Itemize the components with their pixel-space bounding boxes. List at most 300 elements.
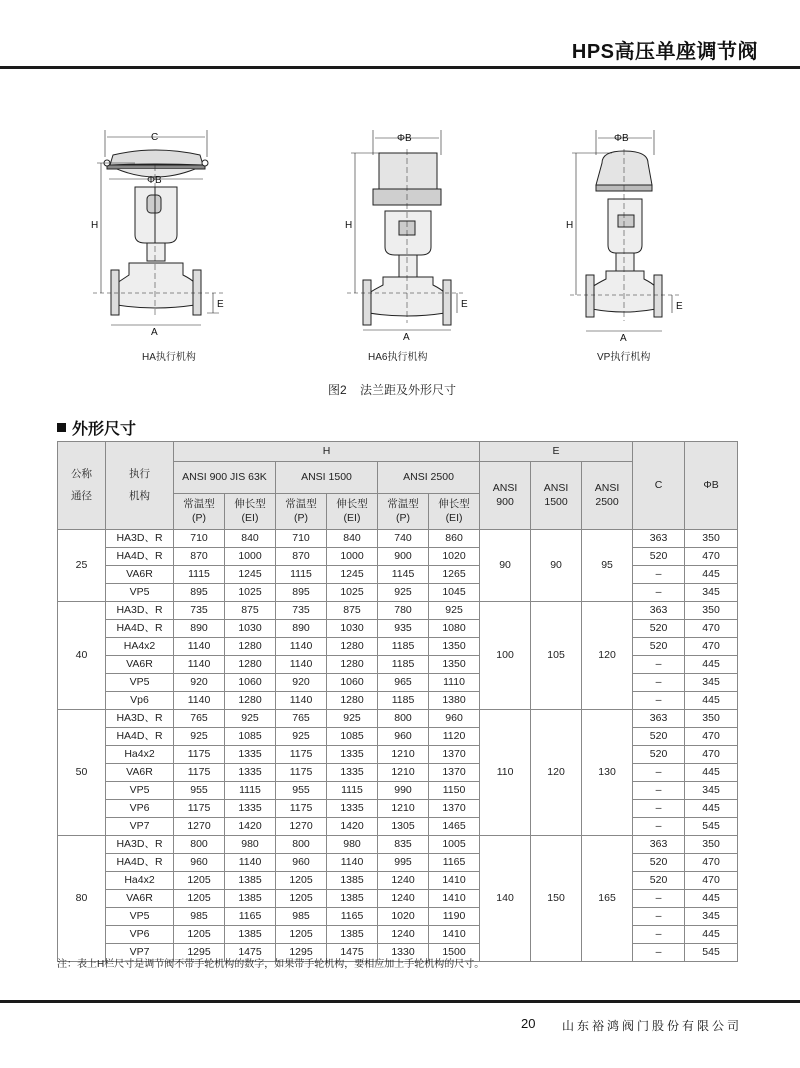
header-e-ansi2500: [582, 462, 633, 530]
cell-c-value: –: [633, 908, 685, 926]
cell-h-value: 1210: [378, 800, 429, 818]
cell-h-value: 1025: [327, 584, 378, 602]
cell-h-value: 1410: [429, 890, 480, 908]
cell-e-value: 90: [531, 530, 582, 602]
page-number: 20: [521, 1016, 536, 1031]
dim-label-e: E: [676, 301, 683, 312]
cell-h-value: 1185: [378, 692, 429, 710]
cell-h-value: 1140: [276, 656, 327, 674]
cell-phib-value: 470: [685, 728, 738, 746]
cell-c-value: –: [633, 944, 685, 962]
cell-h-value: 960: [174, 854, 225, 872]
cell-h-value: 1305: [378, 818, 429, 836]
cell-h-value: 710: [276, 530, 327, 548]
cell-h-value: 1280: [327, 692, 378, 710]
figure-caption: 图2 法兰距及外形尺寸: [328, 383, 457, 397]
cell-c-value: –: [633, 764, 685, 782]
header-text: 常温型: [387, 498, 419, 511]
dim-label-h: H: [345, 220, 353, 231]
cell-h-value: 1115: [174, 566, 225, 584]
cell-actuator: Ha4x2: [106, 746, 174, 764]
cell-h-value: 870: [174, 548, 225, 566]
header-text: 1500: [544, 495, 568, 508]
cell-c-value: –: [633, 782, 685, 800]
cell-h-value: 1380: [429, 692, 480, 710]
cell-c-value: –: [633, 890, 685, 908]
cell-h-value: 1370: [429, 800, 480, 818]
cell-h-value: 920: [174, 674, 225, 692]
dim-label-a: A: [403, 332, 410, 343]
cell-h-value: 1140: [174, 692, 225, 710]
cell-phib-value: 350: [685, 836, 738, 854]
cell-h-value: 990: [378, 782, 429, 800]
cell-phib-value: 470: [685, 872, 738, 890]
cell-actuator: VP7: [106, 944, 174, 962]
cell-c-value: 520: [633, 872, 685, 890]
cell-c-value: –: [633, 674, 685, 692]
header-h-sub: [429, 494, 480, 530]
cell-h-value: 925: [174, 728, 225, 746]
cell-h-value: 985: [276, 908, 327, 926]
cell-nominal-diameter: 80: [58, 836, 106, 962]
header-h-ansi1500: ANSI 1500: [276, 462, 378, 494]
cell-h-value: 710: [174, 530, 225, 548]
cell-h-value: 1085: [327, 728, 378, 746]
dim-label-a: A: [620, 333, 627, 344]
cell-nominal-diameter: 50: [58, 710, 106, 836]
cell-phib-value: 445: [685, 764, 738, 782]
cell-h-value: 1175: [174, 746, 225, 764]
table-row: [58, 908, 738, 926]
cell-h-value: 840: [225, 530, 276, 548]
cell-e-value: 105: [531, 602, 582, 710]
cell-e-value: 120: [582, 602, 633, 710]
cell-actuator: VA6R: [106, 890, 174, 908]
cell-actuator: Vp6: [106, 692, 174, 710]
cell-phib-value: 445: [685, 890, 738, 908]
cell-c-value: 520: [633, 746, 685, 764]
cell-actuator: VP6: [106, 926, 174, 944]
cell-h-value: 835: [378, 836, 429, 854]
cell-h-value: 1385: [327, 926, 378, 944]
header-text: ANSI: [594, 482, 620, 495]
cell-h-value: 1165: [225, 908, 276, 926]
dim-label-phib: ΦB: [147, 175, 162, 186]
cell-h-value: 1295: [174, 944, 225, 962]
cell-h-value: 1205: [276, 872, 327, 890]
header-text: 常温型: [183, 498, 215, 511]
cell-h-value: 1115: [276, 566, 327, 584]
cell-e-value: 100: [480, 602, 531, 710]
table-row: [58, 836, 738, 854]
cell-h-value: 1210: [378, 746, 429, 764]
dim-label-a: A: [151, 327, 158, 338]
cell-h-value: 955: [276, 782, 327, 800]
cell-h-value: 1330: [378, 944, 429, 962]
cell-h-value: 740: [378, 530, 429, 548]
cell-h-value: 1165: [429, 854, 480, 872]
cell-h-value: 1005: [429, 836, 480, 854]
header-text: 执行: [129, 468, 150, 481]
cell-phib-value: 470: [685, 638, 738, 656]
cell-h-value: 920: [276, 674, 327, 692]
cell-actuator: HA4D、R: [106, 728, 174, 746]
cell-h-value: 1475: [225, 944, 276, 962]
cell-h-value: 1140: [174, 656, 225, 674]
cell-h-value: 1335: [225, 746, 276, 764]
square-bullet-icon: [57, 423, 66, 432]
cell-phib-value: 545: [685, 944, 738, 962]
cell-h-value: 1175: [276, 800, 327, 818]
cell-c-value: 520: [633, 728, 685, 746]
cell-h-value: 995: [378, 854, 429, 872]
cell-h-value: 1265: [429, 566, 480, 584]
header-rule: [0, 66, 800, 69]
cell-phib-value: 470: [685, 548, 738, 566]
cell-actuator: VP5: [106, 674, 174, 692]
cell-h-value: 1085: [225, 728, 276, 746]
header-h-sub: [225, 494, 276, 530]
cell-h-value: 1120: [429, 728, 480, 746]
cell-h-value: 780: [378, 602, 429, 620]
cell-phib-value: 545: [685, 818, 738, 836]
footer-rule: [0, 1000, 800, 1003]
cell-c-value: –: [633, 818, 685, 836]
cell-e-value: 130: [582, 710, 633, 836]
cell-phib-value: 445: [685, 566, 738, 584]
cell-phib-value: 445: [685, 656, 738, 674]
header-text: 常温型: [285, 498, 317, 511]
cell-phib-value: 470: [685, 854, 738, 872]
cell-phib-value: 445: [685, 800, 738, 818]
table-row: [58, 602, 738, 620]
cell-actuator: VA6R: [106, 764, 174, 782]
table-row: [58, 638, 738, 656]
cell-actuator: HA4x2: [106, 638, 174, 656]
cell-h-value: 870: [276, 548, 327, 566]
cell-h-value: 1420: [225, 818, 276, 836]
cell-h-value: 1205: [174, 926, 225, 944]
cell-h-value: 1140: [327, 854, 378, 872]
cell-h-value: 1385: [225, 926, 276, 944]
dim-label-phib: ΦB: [397, 133, 412, 144]
cell-actuator: VA6R: [106, 656, 174, 674]
cell-c-value: 520: [633, 620, 685, 638]
cell-e-value: 120: [531, 710, 582, 836]
cell-e-value: 95: [582, 530, 633, 602]
dim-label-phib: ΦB: [614, 133, 629, 144]
cell-h-value: 875: [225, 602, 276, 620]
figure-caption-ha6: HA6执行机构: [368, 352, 428, 363]
cell-actuator: HA4D、R: [106, 854, 174, 872]
cell-h-value: 1280: [327, 638, 378, 656]
cell-h-value: 890: [174, 620, 225, 638]
dim-label-c: C: [151, 132, 159, 143]
cell-h-value: 1175: [174, 764, 225, 782]
cell-h-value: 1190: [429, 908, 480, 926]
cell-h-value: 1205: [174, 890, 225, 908]
header-h-sub: [276, 494, 327, 530]
company-name: 山东裕鸿阀门股份有限公司: [562, 1019, 743, 1033]
table-row: [58, 674, 738, 692]
cell-h-value: 1205: [174, 872, 225, 890]
cell-phib-value: 470: [685, 620, 738, 638]
header-e-ansi1500: [531, 462, 582, 530]
cell-h-value: 1245: [225, 566, 276, 584]
cell-h-value: 1210: [378, 764, 429, 782]
header-actuator: [106, 442, 174, 530]
cell-actuator: HA3D、R: [106, 836, 174, 854]
header-text: 公称: [71, 468, 92, 481]
header-h-sub: [327, 494, 378, 530]
dimensions-table: [57, 441, 738, 962]
cell-h-value: 875: [327, 602, 378, 620]
table-row: [58, 926, 738, 944]
cell-h-value: 1175: [174, 800, 225, 818]
cell-h-value: 1175: [276, 746, 327, 764]
table-row: [58, 692, 738, 710]
cell-h-value: 1385: [225, 890, 276, 908]
table-row: [58, 566, 738, 584]
cell-h-value: 1270: [174, 818, 225, 836]
cell-c-value: 520: [633, 638, 685, 656]
table-row: [58, 782, 738, 800]
header-h-sub: [174, 494, 225, 530]
cell-h-value: 925: [429, 602, 480, 620]
cell-h-value: 800: [378, 710, 429, 728]
cell-actuator: VP5: [106, 908, 174, 926]
cell-h-value: 1115: [225, 782, 276, 800]
cell-h-value: 1475: [327, 944, 378, 962]
cell-h-value: 1245: [327, 566, 378, 584]
cell-h-value: 1115: [327, 782, 378, 800]
cell-h-value: 1420: [327, 818, 378, 836]
header-text: 900: [496, 495, 514, 508]
table-row: [58, 818, 738, 836]
cell-c-value: –: [633, 800, 685, 818]
cell-h-value: 1280: [225, 692, 276, 710]
cell-h-value: 800: [174, 836, 225, 854]
table-row: [58, 710, 738, 728]
figure-caption-vp: VP执行机构: [597, 352, 651, 363]
cell-h-value: 955: [174, 782, 225, 800]
cell-h-value: 925: [378, 584, 429, 602]
cell-h-value: 935: [378, 620, 429, 638]
cell-e-value: 140: [480, 836, 531, 962]
cell-actuator: VP5: [106, 782, 174, 800]
table-row: [58, 746, 738, 764]
cell-h-value: 1110: [429, 674, 480, 692]
cell-phib-value: 345: [685, 674, 738, 692]
header-text: (EI): [343, 511, 361, 524]
header-h-ansi900: ANSI 900 JIS 63K: [174, 462, 276, 494]
cell-actuator: HA3D、R: [106, 602, 174, 620]
cell-h-value: 1145: [378, 566, 429, 584]
cell-h-value: 890: [276, 620, 327, 638]
header-text: 伸长型: [336, 498, 368, 511]
cell-actuator: VA6R: [106, 566, 174, 584]
cell-phib-value: 345: [685, 584, 738, 602]
cell-h-value: 960: [429, 710, 480, 728]
cell-h-value: 1140: [174, 638, 225, 656]
header-text: 伸长型: [438, 498, 470, 511]
cell-h-value: 735: [174, 602, 225, 620]
cell-h-value: 1335: [327, 764, 378, 782]
cell-h-value: 1350: [429, 656, 480, 674]
header-text: (P): [294, 511, 308, 524]
cell-h-value: 960: [276, 854, 327, 872]
table-row: [58, 764, 738, 782]
cell-h-value: 1350: [429, 638, 480, 656]
cell-h-value: 1025: [225, 584, 276, 602]
cell-h-value: 1020: [429, 548, 480, 566]
cell-h-value: 1020: [378, 908, 429, 926]
cell-h-value: 925: [225, 710, 276, 728]
cell-c-value: –: [633, 566, 685, 584]
cell-c-value: 520: [633, 548, 685, 566]
cell-c-value: –: [633, 656, 685, 674]
cell-h-value: 1140: [276, 692, 327, 710]
cell-h-value: 900: [378, 548, 429, 566]
cell-e-value: 90: [480, 530, 531, 602]
page-header-title: HPS高压单座调节阀: [571, 41, 758, 63]
cell-actuator: Ha4x2: [106, 872, 174, 890]
cell-h-value: 1410: [429, 926, 480, 944]
cell-actuator: HA3D、R: [106, 710, 174, 728]
cell-h-value: 1385: [327, 890, 378, 908]
figure-ha6-actuator: [345, 125, 485, 350]
cell-h-value: 960: [378, 728, 429, 746]
header-h: H: [174, 442, 480, 462]
cell-phib-value: 445: [685, 926, 738, 944]
header-h-sub: [378, 494, 429, 530]
cell-h-value: 1335: [225, 764, 276, 782]
cell-h-value: 925: [327, 710, 378, 728]
header-text: 伸长型: [234, 498, 266, 511]
cell-phib-value: 350: [685, 530, 738, 548]
cell-e-value: 110: [480, 710, 531, 836]
cell-actuator: VP7: [106, 818, 174, 836]
cell-h-value: 1150: [429, 782, 480, 800]
cell-h-value: 1385: [327, 872, 378, 890]
cell-h-value: 1000: [225, 548, 276, 566]
cell-h-value: 1240: [378, 926, 429, 944]
cell-c-value: 363: [633, 836, 685, 854]
cell-h-value: 1140: [225, 854, 276, 872]
cell-h-value: 1175: [276, 764, 327, 782]
cell-h-value: 765: [174, 710, 225, 728]
cell-h-value: 1030: [327, 620, 378, 638]
cell-actuator: HA4D、R: [106, 620, 174, 638]
cell-h-value: 925: [276, 728, 327, 746]
header-text: (P): [396, 511, 410, 524]
cell-h-value: 895: [174, 584, 225, 602]
cell-h-value: 1270: [276, 818, 327, 836]
cell-nominal-diameter: 40: [58, 602, 106, 710]
figure-caption-ha: HA执行机构: [142, 352, 196, 363]
cell-h-value: 1185: [378, 656, 429, 674]
cell-h-value: 1465: [429, 818, 480, 836]
figure-vp-actuator: [566, 125, 702, 350]
header-c: C: [633, 442, 685, 530]
cell-h-value: 1370: [429, 764, 480, 782]
table-row: [58, 854, 738, 872]
section-title: [57, 416, 136, 439]
cell-h-value: 1060: [327, 674, 378, 692]
cell-h-value: 860: [429, 530, 480, 548]
header-text: ANSI: [543, 482, 569, 495]
cell-actuator: VP5: [106, 584, 174, 602]
cell-h-value: 1500: [429, 944, 480, 962]
header-text: 通径: [71, 489, 92, 502]
cell-c-value: –: [633, 584, 685, 602]
header-nominal-diameter: [58, 442, 106, 530]
dim-label-e: E: [461, 299, 468, 310]
cell-h-value: 1295: [276, 944, 327, 962]
cell-h-value: 1385: [225, 872, 276, 890]
dim-label-e: E: [217, 299, 224, 310]
table-row: [58, 656, 738, 674]
header-text: (P): [192, 511, 206, 524]
header-text: (EI): [241, 511, 259, 524]
cell-phib-value: 470: [685, 746, 738, 764]
cell-phib-value: 350: [685, 710, 738, 728]
table-row: [58, 584, 738, 602]
figure-ha-actuator: [91, 125, 285, 350]
cell-h-value: 1280: [327, 656, 378, 674]
cell-e-value: 150: [531, 836, 582, 962]
table-row: [58, 728, 738, 746]
cell-h-value: 1000: [327, 548, 378, 566]
cell-h-value: 1370: [429, 746, 480, 764]
cell-h-value: 735: [276, 602, 327, 620]
cell-c-value: –: [633, 926, 685, 944]
header-text: 机构: [129, 489, 150, 502]
table-row: [58, 890, 738, 908]
cell-h-value: 1165: [327, 908, 378, 926]
cell-h-value: 965: [378, 674, 429, 692]
header-h-ansi2500: ANSI 2500: [378, 462, 480, 494]
cell-h-value: 1205: [276, 926, 327, 944]
header-e-ansi900: [480, 462, 531, 530]
cell-actuator: VP6: [106, 800, 174, 818]
cell-h-value: 1335: [225, 800, 276, 818]
section-title-text: 外形尺寸: [72, 421, 137, 438]
header-text: (EI): [445, 511, 463, 524]
cell-actuator: HA4D、R: [106, 548, 174, 566]
cell-h-value: 1280: [225, 638, 276, 656]
cell-h-value: 765: [276, 710, 327, 728]
table-row: [58, 872, 738, 890]
dim-label-h: H: [91, 220, 99, 231]
header-text: ANSI: [492, 482, 518, 495]
cell-h-value: 1335: [327, 746, 378, 764]
cell-c-value: 520: [633, 854, 685, 872]
cell-c-value: 363: [633, 530, 685, 548]
cell-phib-value: 350: [685, 602, 738, 620]
cell-h-value: 1205: [276, 890, 327, 908]
cell-h-value: 1060: [225, 674, 276, 692]
cell-nominal-diameter: 25: [58, 530, 106, 602]
cell-c-value: 363: [633, 710, 685, 728]
cell-h-value: 1080: [429, 620, 480, 638]
header-text: 2500: [595, 495, 619, 508]
cell-h-value: 1240: [378, 872, 429, 890]
cell-e-value: 165: [582, 836, 633, 962]
table-row: [58, 620, 738, 638]
table-row: [58, 530, 738, 548]
cell-h-value: 800: [276, 836, 327, 854]
